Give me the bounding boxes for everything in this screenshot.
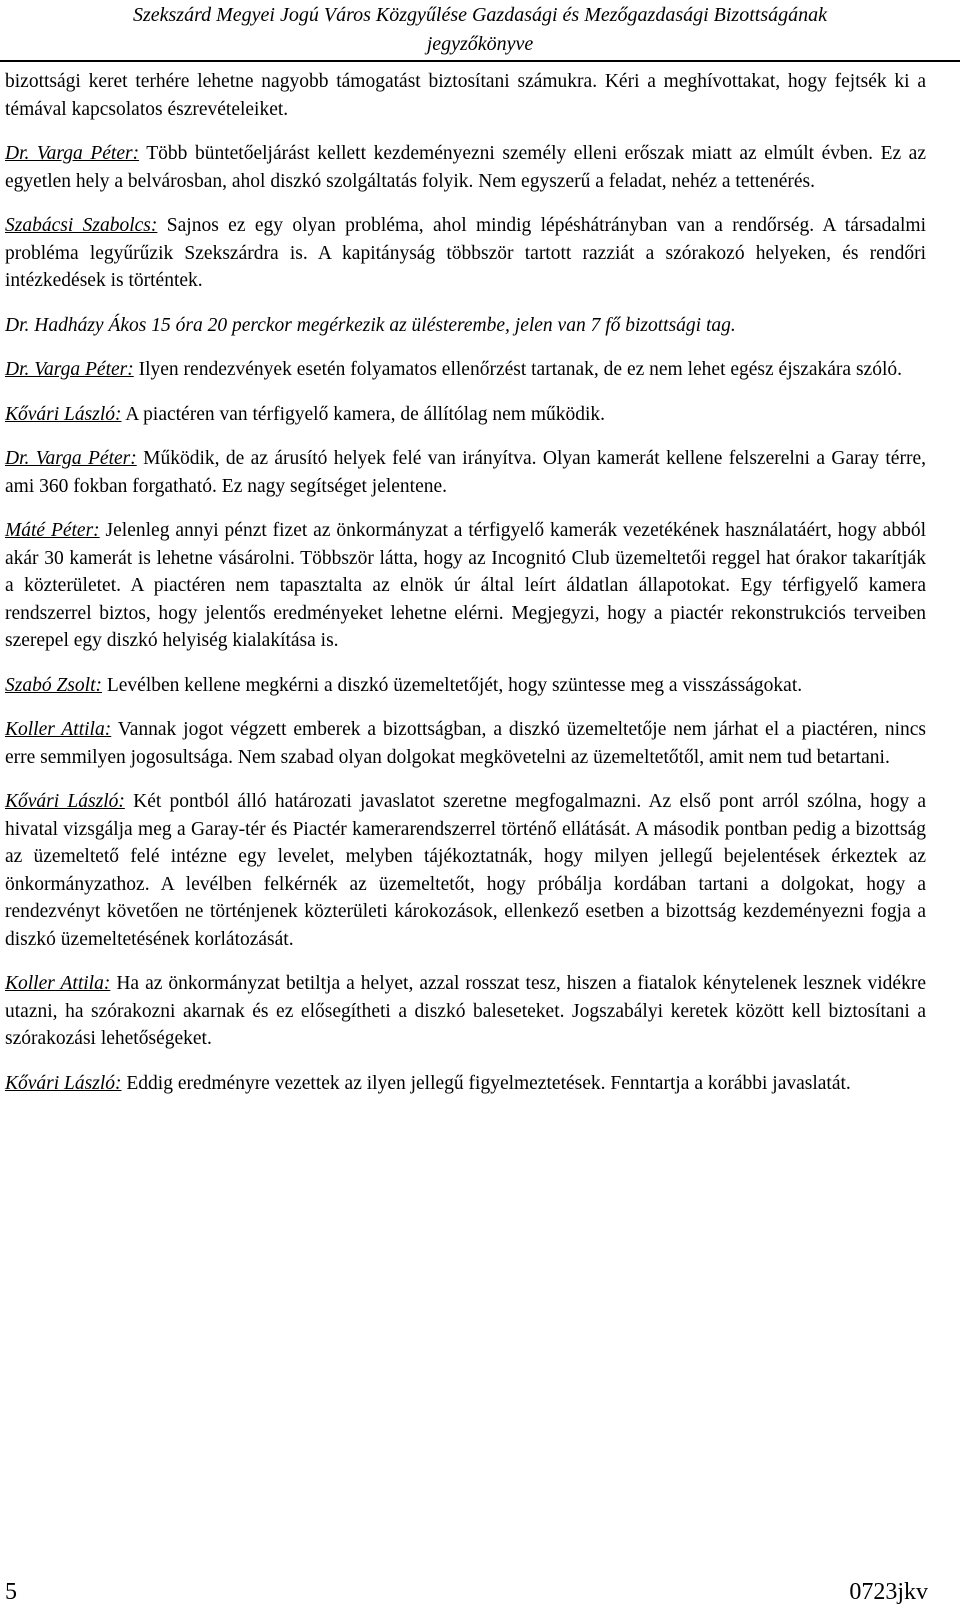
paragraph-speaker: Kővári László:	[5, 403, 122, 425]
paragraph-speaker: Szabó Zsolt:	[5, 674, 102, 696]
document-header	[0, 0, 960, 59]
paragraph-13	[5, 1070, 926, 1098]
document-body	[5, 68, 926, 1114]
paragraph-7	[5, 445, 926, 500]
header-title-line2: jegyzőkönyve	[426, 33, 534, 55]
paragraph-text: Ha az önkormányzat betiltja a helyet, azzal rosszat tesz, hiszen a fiatalok kénytelenek lesznek vidékre utazni, ha szórakozni akarnak és ez elősegítheti a diszkó baleseteket. Jogszabályi keretek között kell biztosítani a szórakozási lehetőségeket.	[5, 973, 926, 1049]
paragraph-text: bizottsági keret terhére lehetne nagyobb támogatást biztosítani számukra. Kéri a meghívottakat, hogy fejtsék ki a témával kapcsolatos észrevételeiket.	[5, 71, 926, 120]
paragraph-11	[5, 788, 926, 953]
paragraph-speaker: Dr. Varga Péter:	[5, 359, 134, 380]
paragraph-2	[5, 140, 926, 195]
paragraph-speaker: Szabácsi Szabolcs:	[5, 215, 158, 236]
page-number: 5	[5, 1579, 17, 1605]
paragraph-text: Levélben kellene megkérni a diszkó üzemeltetőjét, hogy szüntesse meg a visszásságokat.	[101, 674, 803, 696]
paragraph-speaker: Koller Attila:	[5, 719, 112, 740]
paragraph-text: Sajnos ez egy olyan probléma, ahol mindig lépéshátrányban van a rendőrség. A társadalmi probléma legyűrűzik Szekszárdra is. A kapitányság többször tartott razziát a szórakozó helyeken, és rendőri intézkedések is történtek.	[5, 215, 927, 291]
paragraph-speaker: Dr. Varga Péter:	[5, 448, 137, 469]
paragraph-12	[5, 970, 926, 1053]
paragraph-speaker: Máté Péter:	[5, 520, 100, 541]
paragraph-9	[5, 672, 926, 700]
paragraph-text: Eddig eredményre vezettek az ilyen jellegű figyelmeztetések. Fenntartja a korábbi javaslatát.	[121, 1072, 851, 1094]
paragraph-text: Működik, de az árusító helyek felé van irányítva. Olyan kamerát kellene felszerelni a Garay térre, ami 360 fokban forgatható. Ez nagy segítséget jelentene.	[5, 448, 926, 497]
paragraph-speaker: Kővári László:	[5, 1072, 122, 1094]
paragraph-6	[5, 401, 926, 429]
header-divider	[0, 60, 960, 62]
paragraph-text: Több büntetőeljárást kellett kezdeményezni személy elleni erőszak miatt az elmúlt évben. Ez az egyetlen hely a belvárosban, ahol diszkó szolgáltatás folyik. Nem egyszerű a feladat, nehéz a tettenérés.	[5, 143, 926, 192]
paragraph-text: A piactéren van térfigyelő kamera, de állítólag nem működik.	[121, 403, 606, 425]
paragraph-1	[5, 68, 926, 123]
paragraph-8	[5, 517, 926, 655]
paragraph-speaker: Koller Attila:	[5, 973, 111, 994]
paragraph-text: Vannak jogot végzett emberek a bizottságban, a diszkó üzemeltetője nem járhat el a piactéren, nincs erre semmilyen jogosultsága. Nem szabad olyan dolgokat megkövetelni az üzemeltetőtől, amit nem tud betartani.	[5, 719, 926, 768]
paragraph-10	[5, 716, 926, 771]
paragraph-text: Dr. Hadházy Ákos 15 óra 20 perckor megérkezik az ülésterembe, jelen van 7 fő bizottsági tag.	[5, 314, 736, 336]
paragraph-5	[5, 356, 926, 384]
paragraph-speaker: Dr. Varga Péter:	[5, 143, 140, 164]
paragraph-speaker: Kővári László:	[5, 791, 125, 812]
paragraph-4	[5, 312, 926, 340]
paragraph-3	[5, 212, 926, 295]
paragraph-text: Jelenleg annyi pénzt fizet az önkormányzat a térfigyelő kamerák vezetékének használatáért, hogy abból akár 30 kamerát is lehetne vásárolni. Többször látta, hogy az Incognitó Club üzemeltetői reggel hat órakor takarítják a közterületet. A piactéren nem tapasztalta az elnök úr által leírt áldatlan állapotokat. Egy térfigyelő kamera rendszerrel biztos, hogy jelentős eredményeket lehetne elérni. Megjegyzi, hogy a piactér rekonstrukciós terveiben szerepel egy diszkó helyiség kialakítása is.	[5, 520, 926, 651]
paragraph-text: Ilyen rendezvények esetén folyamatos ellenőrzést tartanak, de ez nem lehet egész éjszakára szóló.	[133, 359, 902, 380]
paragraph-text: Két pontból álló határozati javaslatot szeretne megfogalmazni. Az első pont arról szólna, hogy a hivatal vizsgálja meg a Garay-tér és Piactér kamerarendszerrel történő ellátását. A második pontban pedig a bizottság az üzemeltető felé intézne egy levelet, melyben tájékoztatnák, hogy milyen jellegű bejelentések érkeztek az önkormányzathoz. A levélben felkérnék az üzemeltetőt, hogy próbálja kordában tartani a dolgokat, hogy a rendezvényt követően ne történjenek közterületi károkozások, ellenkező esetben a bizottság kezdeményezni fogja a diszkó üzemeltetésének korlátozását.	[5, 791, 927, 950]
header-title-line1: Szekszárd Megyei Jogú Város Közgyűlése Gazdasági és Mezőgazdasági Bizottságának	[132, 4, 827, 26]
document-code: 0723jkv	[849, 1579, 928, 1605]
